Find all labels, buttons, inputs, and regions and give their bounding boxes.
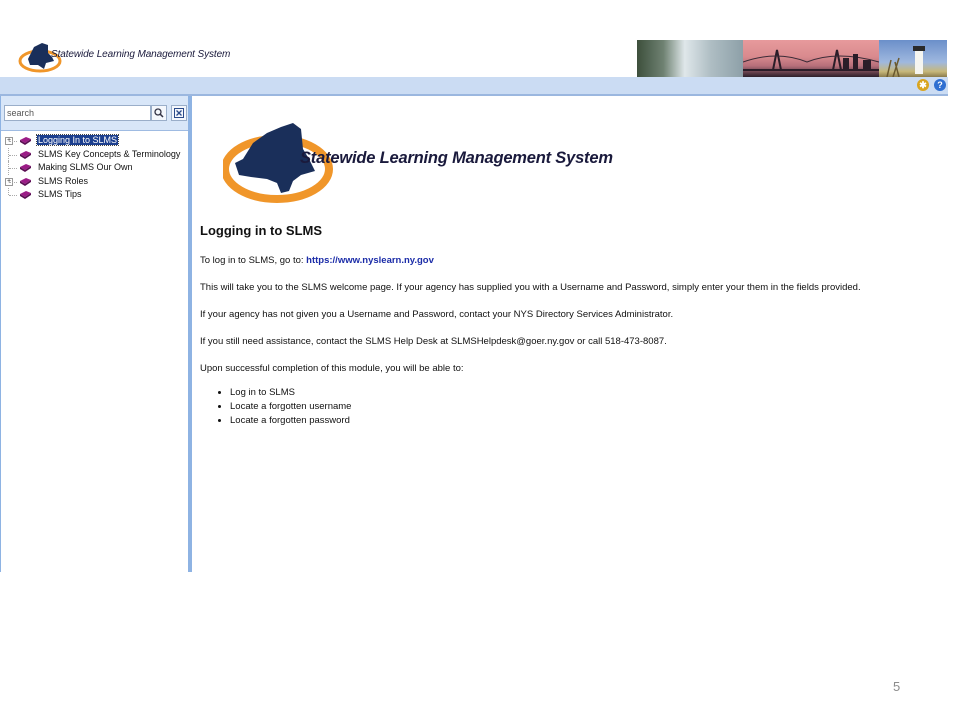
tree-connector — [9, 155, 17, 156]
tree-connector — [8, 188, 10, 195]
login-instruction — [200, 255, 434, 266]
book-icon — [19, 136, 32, 145]
clear-search-button[interactable] — [171, 105, 187, 121]
waterfall-photo — [637, 40, 743, 77]
tree-label[interactable]: Making SLMS Our Own — [38, 162, 133, 172]
banner-photo-strip — [637, 40, 947, 77]
no-account-paragraph: If your agency has not given you a Username and Password, contact your NYS Directory Services Administrator. — [200, 309, 674, 320]
tree-label[interactable]: SLMS Key Concepts & Terminology — [38, 148, 181, 159]
page-title: Logging in to SLMS — [200, 223, 323, 238]
tree-label[interactable]: Logging In to SLMS — [38, 135, 118, 145]
banner-title: Statewide Learning Management System — [51, 49, 231, 60]
book-icon — [19, 150, 32, 159]
page-number: 5 — [893, 679, 901, 694]
welcome-paragraph: This will take you to the SLMS welcome page. If your agency has supplied you with a Username and Password, simply enter your them in the fields provided. — [200, 282, 861, 293]
objectives-intro: Upon successful completion of this module, you will be able to: — [200, 363, 464, 374]
search-icon — [152, 106, 166, 120]
tree-connector — [9, 195, 17, 196]
nyslearn-link[interactable]: https://www.nyslearn.ny.gov — [306, 255, 434, 266]
list-item: • Log in to SLMS — [230, 386, 351, 400]
list-item: • Locate a forgotten password — [230, 414, 351, 428]
header-banner — [0, 33, 948, 77]
sidebar — [0, 96, 192, 572]
search-bar — [1, 96, 188, 131]
toolbar — [0, 77, 948, 96]
help-paragraph: If you still need assistance, contact the SLMS Help Desk at SLMSHelpdesk@goer.ny.gov or call 518-473-8087. — [200, 336, 667, 347]
objectives-list — [218, 386, 351, 428]
book-icon — [19, 163, 32, 172]
logo-title: Statewide Learning Management System — [300, 149, 613, 167]
tree-connector — [9, 168, 17, 169]
lighthouse-photo — [879, 40, 947, 77]
help-icon[interactable]: ? — [934, 79, 946, 91]
content-pane — [192, 96, 948, 572]
login-prefix: To log in to SLMS, go to: — [200, 255, 307, 266]
expand-icon[interactable]: + — [6, 177, 12, 185]
tree-label[interactable]: SLMS Roles — [38, 175, 89, 186]
tree-label[interactable]: SLMS Tips — [38, 189, 82, 199]
expand-icon[interactable]: + — [6, 137, 12, 144]
settings-icon[interactable]: ✱ — [917, 79, 929, 91]
clear-icon — [172, 106, 186, 120]
search-input[interactable] — [4, 105, 151, 121]
tree-connector — [9, 141, 17, 142]
bridge-skyline-photo — [743, 40, 879, 77]
book-icon — [19, 177, 32, 186]
list-item: • Locate a forgotten username — [230, 400, 351, 414]
search-button[interactable] — [151, 105, 167, 121]
tree-connector — [9, 182, 17, 183]
book-icon — [19, 190, 32, 199]
